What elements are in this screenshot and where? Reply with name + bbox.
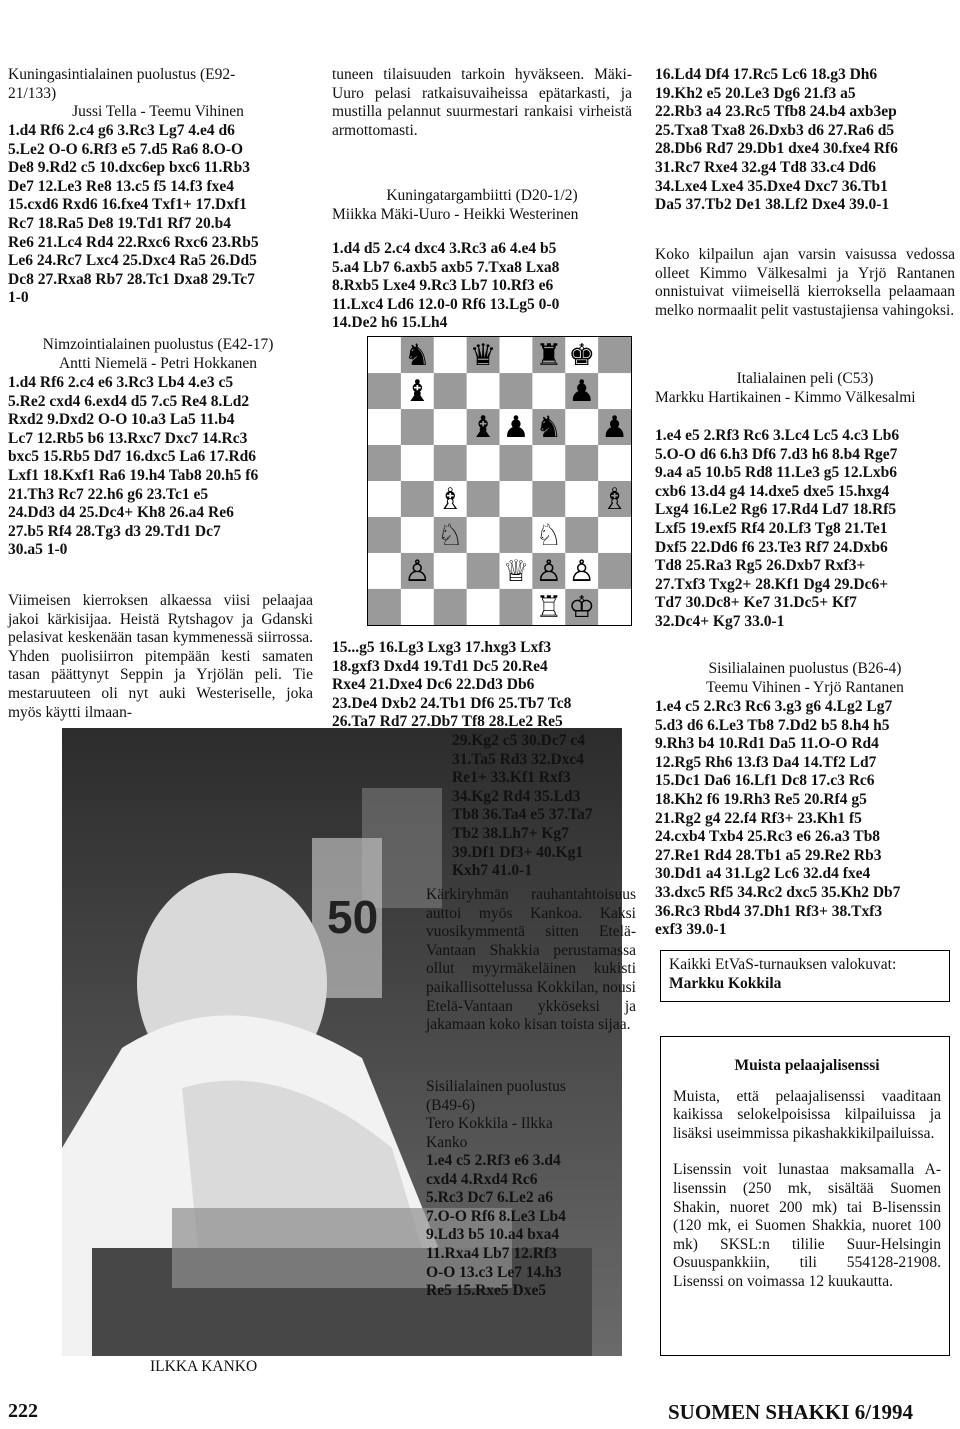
chess-piece-d8: ♛ bbox=[469, 338, 497, 374]
chess-piece-b7: ♝ bbox=[403, 374, 431, 410]
game1-move-line: 1-0 bbox=[8, 289, 29, 307]
board-square bbox=[565, 481, 598, 517]
game1-move-line: Dc8 27.Rxa8 Rb7 28.Tc1 Dxa8 29.Tc7 bbox=[8, 270, 255, 288]
chessboard bbox=[367, 336, 632, 626]
board-square bbox=[401, 409, 434, 445]
game1-players bbox=[8, 103, 308, 122]
board-square bbox=[434, 373, 467, 409]
game2-players bbox=[8, 355, 308, 374]
game5-move-line: 33.dxc5 Rf5 34.Rc2 dxc5 35.Kh2 Db7 bbox=[655, 883, 901, 901]
board-square bbox=[368, 481, 401, 517]
chess-piece-c3: ♘ bbox=[436, 518, 464, 554]
chess-piece-b8: ♞ bbox=[403, 338, 431, 374]
chess-piece-f2: ♙ bbox=[535, 554, 563, 590]
license-box-p2-text: Lisenssin voit lunastaa maksamalla A-lisenssin (250 mk, sisältää Suomen Shakin, nuoret 200 mk) tai B-lisenssin (120 mk, ei Suomen Shakkia, nuoret 100 mk) SKSL:n tililie Suur-Helsingin Osuuspankkiin, tili 554128-21908. Lisenssi on voimassa 12 kuukautta. bbox=[673, 1161, 941, 1290]
game5-players bbox=[655, 679, 955, 698]
game3-moves bbox=[332, 240, 637, 333]
game4-moves bbox=[655, 427, 960, 632]
game3-cont-move-line: Rxe4 21.Dxe4 Dc6 22.Dd3 Db6 bbox=[332, 676, 535, 694]
game4-opening bbox=[655, 370, 955, 389]
game3-narrow-move-line: Tb8 36.Ta4 e5 37.Ta7 bbox=[452, 806, 593, 824]
game1-opening-text: Kuningasintialainen puolustus (E92- 21/133) bbox=[8, 66, 236, 102]
magazine-footer: SUOMEN SHAKKI 6/1994 bbox=[668, 1400, 914, 1424]
game2-move-line: Rxd2 9.Dxd2 O-O 10.a3 La5 11.b4 bbox=[8, 411, 235, 429]
game3-opening bbox=[332, 187, 632, 206]
game3-move-line: 11.Lxc4 Ld6 12.0-0 Rf6 13.Lg5 0-0 bbox=[332, 295, 560, 313]
game6-opening bbox=[426, 1078, 636, 1115]
game1-move-line: Re6 21.Lc4 Rd4 22.Rxc6 Rxc6 23.Rb5 bbox=[8, 233, 259, 251]
game6-move-line: 5.Rc3 Dc7 6.Le2 a6 bbox=[426, 1189, 553, 1207]
game5-move-line: 21.Rg2 g4 22.f4 Rf3+ 23.Kh1 f5 bbox=[655, 809, 862, 827]
game6-cont-move-line: Da5 37.Tb2 De1 38.Lf2 Dxe4 39.0-1 bbox=[655, 196, 890, 214]
game3-narrow-move-line: 29.Kg2 c5 30.Dc7 c4 bbox=[452, 732, 586, 749]
game4-move-line: Td7 30.Dc8+ Ke7 31.Dc5+ Kf7 bbox=[655, 594, 857, 612]
game3-narrow-moves bbox=[452, 732, 637, 881]
board-square bbox=[434, 409, 467, 445]
game2-players-text: Antti Niemelä - Petri Hokkanen bbox=[58, 355, 257, 372]
game3-opening-text: Kuningatargambiitti (D20-1/2) bbox=[386, 187, 578, 204]
game5-move-line: 5.d3 d6 6.Le3 Tb8 7.Dd2 b5 8.h4 h5 bbox=[655, 716, 890, 734]
game2-move-line: bxc5 15.Rb5 Dd7 16.dxc5 La6 17.Rd6 bbox=[8, 448, 257, 466]
game1-move-line: 1.d4 Rf6 2.c4 g6 3.Rc3 Lg7 4.e4 d6 bbox=[8, 122, 235, 139]
game5-move-line: 27.Re1 Rd4 28.Tb1 a5 29.Re2 Rb3 bbox=[655, 846, 882, 864]
game2-move-line: 21.Th3 Rc7 22.h6 g6 23.Tc1 e5 bbox=[8, 485, 209, 503]
board-square bbox=[532, 373, 565, 409]
game4-move-line: 5.O-O d6 6.h3 Df6 7.d3 h6 8.b4 Rge7 bbox=[655, 445, 898, 463]
photo-credit-prefix: Kaikki EtVaS-turnauksen valokuvat: bbox=[669, 956, 897, 973]
board-square bbox=[500, 589, 533, 625]
game2-opening bbox=[8, 336, 308, 355]
game4-move-line: Lxg4 16.Le2 Rg6 17.Rd4 Ld7 18.Rf5 bbox=[655, 501, 897, 519]
board-square bbox=[500, 373, 533, 409]
game6-move-line: cxd4 4.Rxd4 Rc6 bbox=[426, 1170, 538, 1188]
game3-cont-move-line: 18.gxf3 Dxd4 19.Td1 Dc5 20.Re4 bbox=[332, 657, 548, 675]
game3-cont-move-line: 23.De4 Dxb2 24.Tb1 Df6 25.Tb7 Tc8 bbox=[332, 694, 572, 712]
game4-move-line: 1.e4 e5 2.Rf3 Rc6 3.Lc4 Lc5 4.c3 Lb6 bbox=[655, 427, 900, 444]
game5-move-line: 18.Kh2 f6 19.Rh3 Re5 20.Rf4 g5 bbox=[655, 790, 867, 808]
board-square bbox=[467, 517, 500, 553]
game4-move-line: 9.a4 a5 10.b5 Rd8 11.Le3 g5 12.Lxb6 bbox=[655, 464, 898, 482]
game1-move-line: 15.cxd6 Rxd6 16.fxe4 Txf1+ 17.Dxf1 bbox=[8, 196, 247, 214]
game3-players-text: Miikka Mäki-Uuro - Heikki Westerinen bbox=[332, 206, 579, 223]
col2-paragraph2-text: Kärkiryhmän rauhantahtoisuus auttoi myös Kankoa. Kaksi vuosikymmentä sitten Etelä-Vantaan Shakkia perustamassa ollut myyrmäkeläinen kukisti paikallisottelussa Kokkilan, nousi Etelä-Vantaan ykköseksi ja jakamaan koko kisan toista sijaa. bbox=[426, 886, 636, 1034]
board-square bbox=[368, 337, 401, 373]
game6-move-line: 11.Rxa4 Lb7 12.Rf3 bbox=[426, 1244, 557, 1262]
chess-piece-c4: ♗ bbox=[436, 482, 464, 518]
game2-move-line: Lxf1 18.Kxf1 Ra6 19.h4 Tab8 20.h5 f6 bbox=[8, 466, 259, 484]
game4-move-line: Td8 25.Ra3 Rg5 26.Dxb7 Rxf3+ bbox=[655, 557, 866, 575]
board-square bbox=[532, 481, 565, 517]
game1-move-line: De7 12.Le3 Re8 13.c5 f5 14.f3 fxe4 bbox=[8, 177, 234, 195]
game6-move-line: 7.O-O Rf6 8.Le3 Lb4 bbox=[426, 1207, 566, 1225]
game3-cont-move-line: 15...g5 16.Lg3 Lxg3 17.hxg3 Lxf3 bbox=[332, 639, 552, 656]
game6-players bbox=[426, 1115, 636, 1152]
chess-piece-d6: ♝ bbox=[469, 410, 497, 446]
license-box-p1-text: Muista, että pelaajalisenssi vaaditaan kaikissa selokelpoisissa kilpailuissa ja lisäksi useimmissa pikashakkikilpailuissa. bbox=[673, 1087, 941, 1142]
photo-caption-text: ILKKA KANKO bbox=[150, 1358, 258, 1375]
game4-move-line: Dxf5 22.Dd6 f6 23.Te3 Rf7 24.Dxb6 bbox=[655, 538, 888, 556]
board-square bbox=[368, 553, 401, 589]
board-square bbox=[368, 373, 401, 409]
photo-credit-box bbox=[660, 950, 950, 1002]
license-box bbox=[660, 1036, 950, 1356]
game4-players bbox=[655, 389, 955, 408]
game6-cont-move-line: 22.Rb3 a4 23.Rc5 Tfb8 24.b4 axb3ep bbox=[655, 103, 897, 121]
board-square bbox=[368, 445, 401, 481]
col3-continuation bbox=[655, 66, 960, 215]
board-square bbox=[434, 445, 467, 481]
game3-narrow-move-line: 34.Kg2 Rd4 35.Ld3 bbox=[452, 787, 581, 805]
board-square bbox=[565, 409, 598, 445]
game6-moves bbox=[426, 1152, 641, 1301]
game4-players-text: Markku Hartikainen - Kimmo Välkesalmi bbox=[655, 389, 916, 406]
game1-players-text: Jussi Tella - Teemu Vihinen bbox=[72, 103, 244, 120]
game6-move-line: Re5 15.Rxe5 Dxe5 bbox=[426, 1282, 547, 1300]
board-square bbox=[565, 517, 598, 553]
chess-piece-e2: ♕ bbox=[502, 554, 530, 590]
col3-paragraph bbox=[655, 246, 955, 320]
chess-piece-h4: ♗ bbox=[601, 482, 628, 518]
game3-players bbox=[332, 206, 632, 225]
chess-piece-g7: ♟ bbox=[568, 374, 596, 410]
game4-move-line: 32.Dc4+ Kg7 33.0-1 bbox=[655, 612, 785, 630]
photo-credit-name: Markku Kokkila bbox=[669, 974, 782, 992]
game5-move-line: 30.Dd1 a4 31.Lg2 Lc6 32.d4 fxe4 bbox=[655, 865, 871, 883]
game5-move-line: 1.e4 c5 2.Rc3 Rc6 3.g3 g6 4.Lg2 Lg7 bbox=[655, 698, 893, 715]
board-square bbox=[598, 445, 631, 481]
board-square bbox=[467, 589, 500, 625]
game5-players-text: Teemu Vihinen - Yrjö Rantanen bbox=[706, 679, 904, 696]
game3-continuation bbox=[332, 639, 642, 732]
game6-cont-move-line: 31.Rc7 Rxe4 32.g4 Td8 33.c4 Dd6 bbox=[655, 158, 877, 176]
chess-piece-e6: ♟ bbox=[502, 410, 530, 446]
game3-narrow-move-line: Kxh7 41.0-1 bbox=[452, 862, 533, 880]
board-square bbox=[467, 553, 500, 589]
board-square bbox=[565, 445, 598, 481]
game4-move-line: cxb6 13.d4 g4 14.dxe5 dxe5 15.hxg4 bbox=[655, 482, 890, 500]
game4-opening-text: Italialainen peli (C53) bbox=[736, 370, 874, 387]
game2-moves bbox=[8, 374, 313, 560]
photo-credit bbox=[669, 956, 941, 993]
col1-paragraph bbox=[8, 592, 313, 722]
game5-opening-text: Sisilialainen puolustus (B26-4) bbox=[708, 660, 902, 677]
board-square bbox=[598, 589, 631, 625]
game6-cont-move-line: 19.Kh2 e5 20.Le3 Dg6 21.f3 a5 bbox=[655, 84, 856, 102]
game2-move-line: 5.Re2 cxd4 6.exd4 d5 7.c5 Re4 8.Ld2 bbox=[8, 392, 250, 410]
game1-move-line: Rc7 18.Ra5 De8 19.Td1 Rf7 20.b4 bbox=[8, 214, 232, 232]
game5-move-line: exf3 39.0-1 bbox=[655, 921, 727, 939]
game6-cont-move-line: 16.Ld4 Df4 17.Rc5 Lc6 18.g3 Dh6 bbox=[655, 66, 878, 83]
board-square bbox=[598, 337, 631, 373]
game5-move-line: 12.Rg5 Rh6 13.f3 Da4 14.Tf2 Ld7 bbox=[655, 753, 877, 771]
board-square bbox=[467, 373, 500, 409]
board-square bbox=[401, 445, 434, 481]
game1-opening bbox=[8, 66, 308, 103]
board-square bbox=[598, 517, 631, 553]
game5-move-line: 36.Rc3 Rbd4 37.Dh1 Rf3+ 38.Txf3 bbox=[655, 902, 883, 920]
game2-move-line: Lc7 12.Rb5 b6 13.Rxc7 Dxc7 14.Rc3 bbox=[8, 429, 248, 447]
chess-piece-f8: ♜ bbox=[535, 338, 563, 374]
game5-moves bbox=[655, 698, 960, 940]
board-square bbox=[598, 553, 631, 589]
game2-opening-text: Nimzointialainen puolustus (E42-17) bbox=[42, 336, 274, 353]
chess-piece-f3: ♘ bbox=[535, 518, 563, 554]
game3-narrow-move-line: 31.Ta5 Rd3 32.Dxc4 bbox=[452, 750, 585, 768]
chess-piece-g2: ♙ bbox=[568, 554, 596, 590]
game1-move-line: 5.Le2 O-O 6.Rf3 e5 7.d5 Ra6 8.O-O bbox=[8, 140, 244, 158]
col2-intro-text: tuneen tilaisuuden tarkoin hyväkseen. Mäki-Uuro pelasi ratkaisuvaiheissa epätarkasti, ja mustilla pelannut suurmestari rankaisi virheistä armottomasti. bbox=[332, 66, 632, 139]
game3-narrow-move-line: 39.Df1 Df3+ 40.Kg1 bbox=[452, 843, 584, 861]
game3-move-line: 14.De2 h6 15.Lh4 bbox=[332, 314, 448, 332]
board-square bbox=[467, 445, 500, 481]
game1-move-line: De8 9.Rd2 c5 10.dxc6ep bxc6 11.Rb3 bbox=[8, 159, 250, 177]
game6-move-line: 1.e4 c5 2.Rf3 e6 3.d4 bbox=[426, 1152, 561, 1169]
game2-move-line: 1.d4 Rf6 2.c4 e6 3.Rc3 Lb4 4.e3 c5 bbox=[8, 374, 234, 391]
col1-paragraph-text: Viimeisen kierroksen alkaessa viisi pelaajaa jakoi kärkisijaa. Heistä Rytshagov ja Gdanski pelasivat keskenään tasan kymmenessä siirrossa. Yhden puolisiirron pitempään kesti samaten tasan päättynyt Seppin ja Yrjölän peli. Tie mestaruuteen oli nyt auki Westeriselle, joka myös käytti ilmaan- bbox=[8, 592, 313, 721]
game2-move-line: 30.a5 1-0 bbox=[8, 541, 68, 559]
game6-move-line: O-O 13.c3 Le7 14.h3 bbox=[426, 1263, 562, 1281]
game1-move-line: Le6 24.Rc7 Lxc4 25.Dxc4 Ra5 26.Dd5 bbox=[8, 252, 257, 270]
chess-diagram bbox=[367, 336, 632, 626]
col2-intro bbox=[332, 66, 632, 140]
chess-piece-g8: ♚ bbox=[568, 338, 596, 374]
game6-players-text: Tero Kokkila - Ilkka Kanko bbox=[426, 1115, 553, 1151]
board-square bbox=[368, 409, 401, 445]
board-square bbox=[434, 589, 467, 625]
game4-move-line: 27.Txf3 Txg2+ 28.Kf1 Dg4 29.Dc6+ bbox=[655, 575, 889, 593]
game6-cont-move-line: 25.Txa8 Txa8 26.Dxb3 d6 27.Ra6 d5 bbox=[655, 121, 895, 139]
game5-opening bbox=[655, 660, 955, 679]
chess-piece-f6: ♞ bbox=[535, 410, 563, 446]
board-square bbox=[401, 481, 434, 517]
board-square bbox=[500, 481, 533, 517]
board-square bbox=[434, 553, 467, 589]
game4-move-line: Lxf5 19.exf5 Rf4 20.Lf3 Tg8 21.Te1 bbox=[655, 519, 888, 537]
board-square bbox=[368, 517, 401, 553]
game1-moves bbox=[8, 122, 313, 308]
board-square bbox=[500, 337, 533, 373]
game6-cont-move-line: 28.Db6 Rd7 29.Db1 dxe4 30.fxe4 Rf6 bbox=[655, 140, 898, 158]
chess-piece-h6: ♟ bbox=[601, 410, 628, 446]
chess-piece-g1: ♔ bbox=[568, 589, 596, 625]
game5-move-line: 24.cxb4 Txb4 25.Rc3 e6 26.a3 Tb8 bbox=[655, 828, 881, 846]
svg-text:50: 50 bbox=[327, 891, 379, 943]
game6-move-line: 9.Ld3 b5 10.a4 bxa4 bbox=[426, 1226, 560, 1244]
game3-move-line: 8.Rxb5 Lxe4 9.Rc3 Lb7 10.Rf3 e6 bbox=[332, 277, 554, 295]
chess-piece-f1: ♖ bbox=[535, 589, 563, 625]
game2-move-line: 27.b5 Rf4 28.Tg3 d3 29.Td1 Dc7 bbox=[8, 522, 221, 540]
col3-paragraph-text: Koko kilpailun ajan varsin vaisussa vedossa olleet Kimmo Välkesalmi ja Yrjö Rantanen onnistuivat viimeisellä kierroksella pelaamaan melko normaalit pelit vastustajiensa vahingoksi. bbox=[655, 246, 955, 319]
game6-cont-move-line: 34.Lxe4 Lxe4 35.Dxe4 Dxc7 36.Tb1 bbox=[655, 177, 888, 195]
photo-caption bbox=[150, 1358, 390, 1377]
game3-move-line: 1.d4 d5 2.c4 dxc4 3.Rc3 a6 4.e4 b5 bbox=[332, 240, 557, 257]
board-square bbox=[500, 517, 533, 553]
game3-move-line: 5.a4 Lb7 6.axb5 axb5 7.Txa8 Lxa8 bbox=[332, 258, 560, 276]
board-square bbox=[434, 337, 467, 373]
game3-cont-move-line: 26.Ta7 Rd7 27.Db7 Tf8 28.Le2 Re5 bbox=[332, 713, 563, 731]
license-box-p1 bbox=[673, 1088, 941, 1144]
board-square bbox=[598, 373, 631, 409]
board-square bbox=[368, 589, 401, 625]
col2-paragraph2 bbox=[426, 886, 636, 1035]
board-square bbox=[532, 445, 565, 481]
board-square bbox=[401, 589, 434, 625]
board-square bbox=[401, 517, 434, 553]
game3-narrow-move-line: Re1+ 33.Kf1 Rxf3 bbox=[452, 769, 571, 787]
license-box-title: Muista pelaajalisenssi bbox=[734, 1057, 880, 1074]
chess-piece-b2: ♙ bbox=[403, 554, 431, 590]
page-number: 222 bbox=[8, 1400, 38, 1422]
game5-move-line: 9.Rh3 b4 10.Rd1 Da5 11.O-O Rd4 bbox=[655, 735, 879, 753]
board-square bbox=[467, 481, 500, 517]
game3-narrow-move-line: Tb2 38.Lh7+ Kg7 bbox=[452, 824, 569, 842]
game6-opening-text: Sisilialainen puolustus (B49-6) bbox=[426, 1078, 566, 1114]
license-box-p2 bbox=[673, 1161, 941, 1291]
board-square bbox=[500, 445, 533, 481]
game5-move-line: 15.Dc1 Da6 16.Lf1 Dc8 17.c3 Rc6 bbox=[655, 772, 875, 790]
game2-move-line: 24.Dd3 d4 25.Dc4+ Kh8 26.a4 Re6 bbox=[8, 504, 234, 522]
